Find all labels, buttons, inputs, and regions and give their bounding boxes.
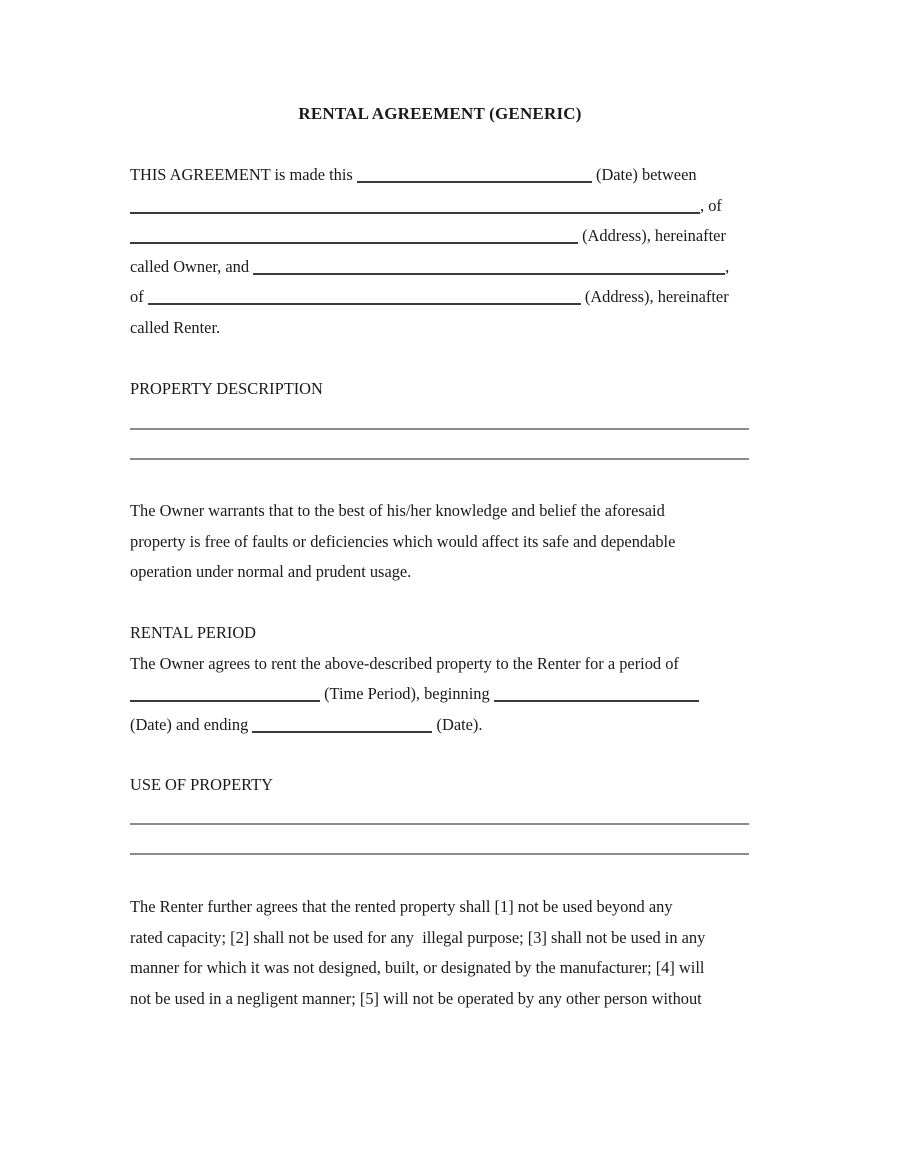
owner-warranty-clause-line-3 [130, 557, 411, 588]
rental-period-clause-line-3 [130, 710, 483, 741]
fill-in-blank [130, 212, 700, 214]
text-run: , [725, 256, 730, 276]
text-run: , of [700, 195, 722, 215]
renter-obligations-clause-line-3 [130, 953, 704, 984]
text-run: The Renter further agrees that the rented property shall [1] not be used beyond any [130, 897, 673, 916]
fill-in-blank [357, 181, 592, 183]
text-run: USE OF PROPERTY [130, 775, 273, 794]
rental-period-clause-line-1 [130, 649, 679, 680]
renter-obligations-clause-line-2 [130, 923, 705, 954]
text-run: PROPERTY DESCRIPTION [130, 379, 323, 398]
fill-in-blank [130, 242, 578, 244]
text-run: rated capacity; [2] shall not be used for any illegal purpose; [3] shall not be used in any [130, 927, 706, 947]
document-body [130, 0, 750, 1165]
renter-obligations-clause-line-1 [130, 892, 673, 923]
text-run: (Address), hereinafter [578, 226, 726, 245]
property-description-write-in-line [130, 458, 749, 460]
text-run: (Date). [432, 714, 483, 734]
intro-clause-line-1 [130, 160, 697, 191]
owner-warranty-clause-line-2 [130, 527, 675, 558]
text-run: THIS AGREEMENT is made this [130, 165, 357, 184]
text-run: operation under normal and prudent usage. [130, 562, 412, 581]
rental-period-heading [130, 618, 256, 649]
intro-clause-line-6 [130, 313, 220, 344]
rental-period-clause-line-2 [130, 679, 699, 710]
fill-in-blank [494, 700, 699, 702]
text-run: called Renter. [130, 317, 221, 337]
use-of-property-write-in-line [130, 853, 749, 855]
text-run: called Owner, and [130, 256, 254, 276]
text-run: (Time Period), beginning [320, 684, 494, 703]
owner-warranty-clause-line-1 [130, 496, 665, 527]
text-run: RENTAL PERIOD [130, 623, 257, 642]
fill-in-blank [253, 273, 725, 275]
text-run: (Date) between [591, 165, 697, 184]
intro-clause-line-2 [130, 191, 722, 222]
renter-obligations-clause-line-4 [130, 984, 702, 1015]
use-of-property-heading [130, 770, 273, 801]
text-run: property is free of faults or deficiencies which would affect its safe and dependable [130, 531, 676, 551]
intro-clause-line-5 [130, 282, 729, 313]
text-run: (Date) and ending [130, 714, 253, 734]
text-run: (Address), hereinafter [580, 287, 729, 306]
property-description-write-in-line [130, 428, 749, 430]
text-run: The Owner warrants that to the best of his/her knowledge and belief the aforesaid [130, 501, 665, 520]
text-run: manner for which it was not designed, built, or designated by the manufacturer; [4] will [130, 958, 705, 977]
text-run: not be used in a negligent manner; [5] will not be operated by any other person without [130, 988, 702, 1008]
text-run: of [130, 287, 148, 306]
fill-in-blank [252, 731, 432, 733]
document-title: RENTAL AGREEMENT (GENERIC) [298, 104, 582, 123]
fill-in-blank [148, 303, 581, 305]
text-run: The Owner agrees to rent the above-described property to the Renter for a period of [130, 653, 679, 673]
fill-in-blank [130, 700, 320, 702]
use-of-property-write-in-line [130, 823, 749, 825]
intro-clause-line-3 [130, 221, 726, 252]
intro-clause-line-4 [130, 252, 729, 283]
property-description-heading [130, 374, 323, 405]
